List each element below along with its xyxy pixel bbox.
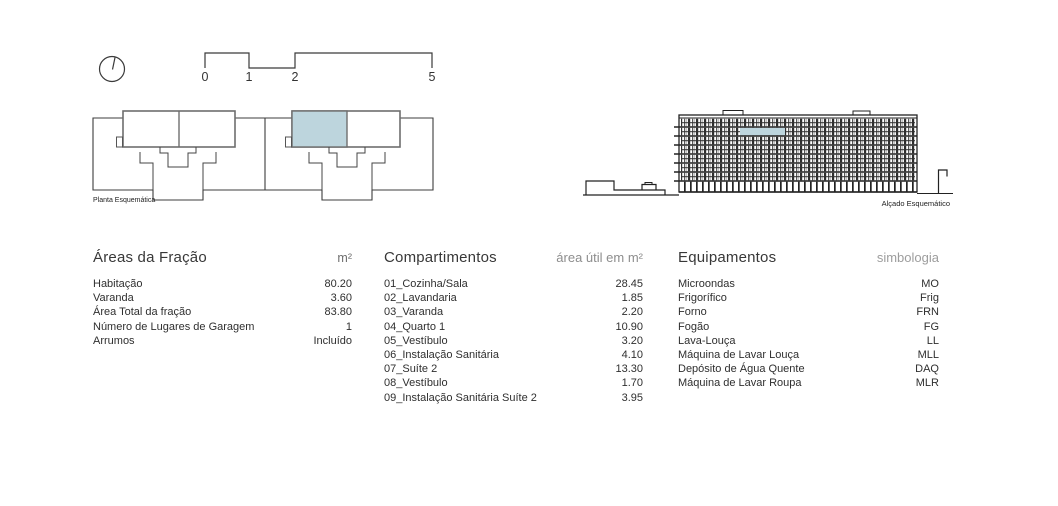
elevation-drawing xyxy=(583,111,953,209)
scale-bar xyxy=(202,53,436,84)
row-label: Fogão xyxy=(678,320,710,333)
scale-tick-1: 1 xyxy=(245,70,253,84)
row-value: 13.30 xyxy=(615,363,643,376)
table-row xyxy=(678,376,939,390)
table-row xyxy=(678,277,939,291)
row-label: 01_Cozinha/Sala xyxy=(384,278,468,290)
row-label: 06_Instalação Sanitária xyxy=(384,349,499,362)
row-label: Forno xyxy=(678,306,707,319)
row-value: LL xyxy=(926,334,939,347)
table-row xyxy=(93,320,352,334)
row-label: Habitação xyxy=(93,278,143,290)
table-row xyxy=(678,291,939,305)
row-value: FG xyxy=(923,320,939,333)
areas-table xyxy=(93,249,352,348)
equipment-table xyxy=(678,249,939,391)
scale-tick-2: 2 xyxy=(291,70,299,84)
table-row xyxy=(384,348,643,362)
compartments-table xyxy=(384,249,643,405)
equipment-table-title: Equipamentos xyxy=(678,249,777,266)
row-label: Área Total da fração xyxy=(93,306,192,319)
row-label: Depósito de Água Quente xyxy=(678,363,805,376)
row-value: 3.95 xyxy=(621,391,643,404)
row-label: Lava-Louça xyxy=(678,334,736,347)
row-value: 83.80 xyxy=(324,306,352,319)
row-label: Máquina de Lavar Louça xyxy=(678,349,800,362)
table-row xyxy=(384,305,643,319)
table-row xyxy=(678,305,939,319)
row-label: 08_Vestíbulo xyxy=(384,377,448,390)
row-value: Incluído xyxy=(313,334,352,347)
equipment-unit-header: simbologia xyxy=(876,250,939,265)
table-row xyxy=(678,320,939,334)
row-value: MLL xyxy=(917,349,939,362)
scale-tick-0: 0 xyxy=(201,70,209,84)
table-row xyxy=(384,291,643,305)
row-label: 05_Vestíbulo xyxy=(384,334,448,347)
row-label: Microondas xyxy=(678,278,735,290)
row-value: 1 xyxy=(345,320,352,333)
floor-plan-drawing xyxy=(93,111,433,204)
row-value: FRN xyxy=(916,306,939,319)
compartments-unit-header: área útil em m² xyxy=(556,250,643,265)
row-value: 2.20 xyxy=(621,306,643,319)
row-value: MLR xyxy=(915,377,939,390)
row-value: Frig xyxy=(920,292,939,305)
equipment-table-header xyxy=(678,249,939,268)
highlighted-unit-plan xyxy=(292,111,347,147)
table-row xyxy=(93,291,352,305)
compartments-table-header xyxy=(384,249,643,268)
table-row xyxy=(384,334,643,348)
row-value: 1.70 xyxy=(621,377,643,390)
elevation-caption: Alçado Esquemático xyxy=(881,199,950,208)
areas-unit-header: m² xyxy=(337,251,352,265)
compass-icon xyxy=(100,57,125,82)
row-value: 1.85 xyxy=(621,292,643,305)
row-value: 80.20 xyxy=(324,278,352,290)
row-label: 03_Varanda xyxy=(384,306,444,319)
row-label: Número de Lugares de Garagem xyxy=(93,320,255,333)
row-value: 3.20 xyxy=(621,334,643,347)
row-label: Máquina de Lavar Roupa xyxy=(678,377,802,390)
compartments-table-title: Compartimentos xyxy=(384,249,497,266)
table-row xyxy=(678,334,939,348)
row-value: 3.60 xyxy=(330,292,352,305)
row-label: 07_Suíte 2 xyxy=(384,363,438,376)
row-label: 04_Quarto 1 xyxy=(384,320,446,333)
plan-caption: Planta Esquemática xyxy=(93,197,156,204)
table-row xyxy=(384,320,643,334)
table-row xyxy=(384,391,643,405)
table-row xyxy=(678,348,939,362)
row-label: 09_Instalação Sanitária Suíte 2 xyxy=(384,391,537,404)
areas-table-title: Áreas da Fração xyxy=(93,249,207,266)
areas-table-header xyxy=(93,249,352,268)
areas-table-rows xyxy=(93,277,352,348)
scale-tick-5: 5 xyxy=(428,70,436,84)
row-value: 4.10 xyxy=(621,349,643,362)
row-label: Arrumos xyxy=(93,334,135,347)
equipment-table-rows xyxy=(678,277,939,391)
table-row xyxy=(93,305,352,319)
row-value: 10.90 xyxy=(615,320,643,333)
row-label: 02_Lavandaria xyxy=(384,292,457,305)
table-row xyxy=(384,277,643,291)
row-value: DAQ xyxy=(915,363,939,376)
table-row xyxy=(678,362,939,376)
table-row xyxy=(93,334,352,348)
highlighted-unit-elevation xyxy=(740,128,785,136)
table-row xyxy=(384,376,643,390)
row-value: MO xyxy=(921,278,939,290)
row-label: Frigorífico xyxy=(678,292,727,305)
table-row xyxy=(384,362,643,376)
row-label: Varanda xyxy=(93,292,134,305)
compartments-table-rows xyxy=(384,277,643,405)
row-value: 28.45 xyxy=(615,278,643,290)
table-row xyxy=(93,277,352,291)
